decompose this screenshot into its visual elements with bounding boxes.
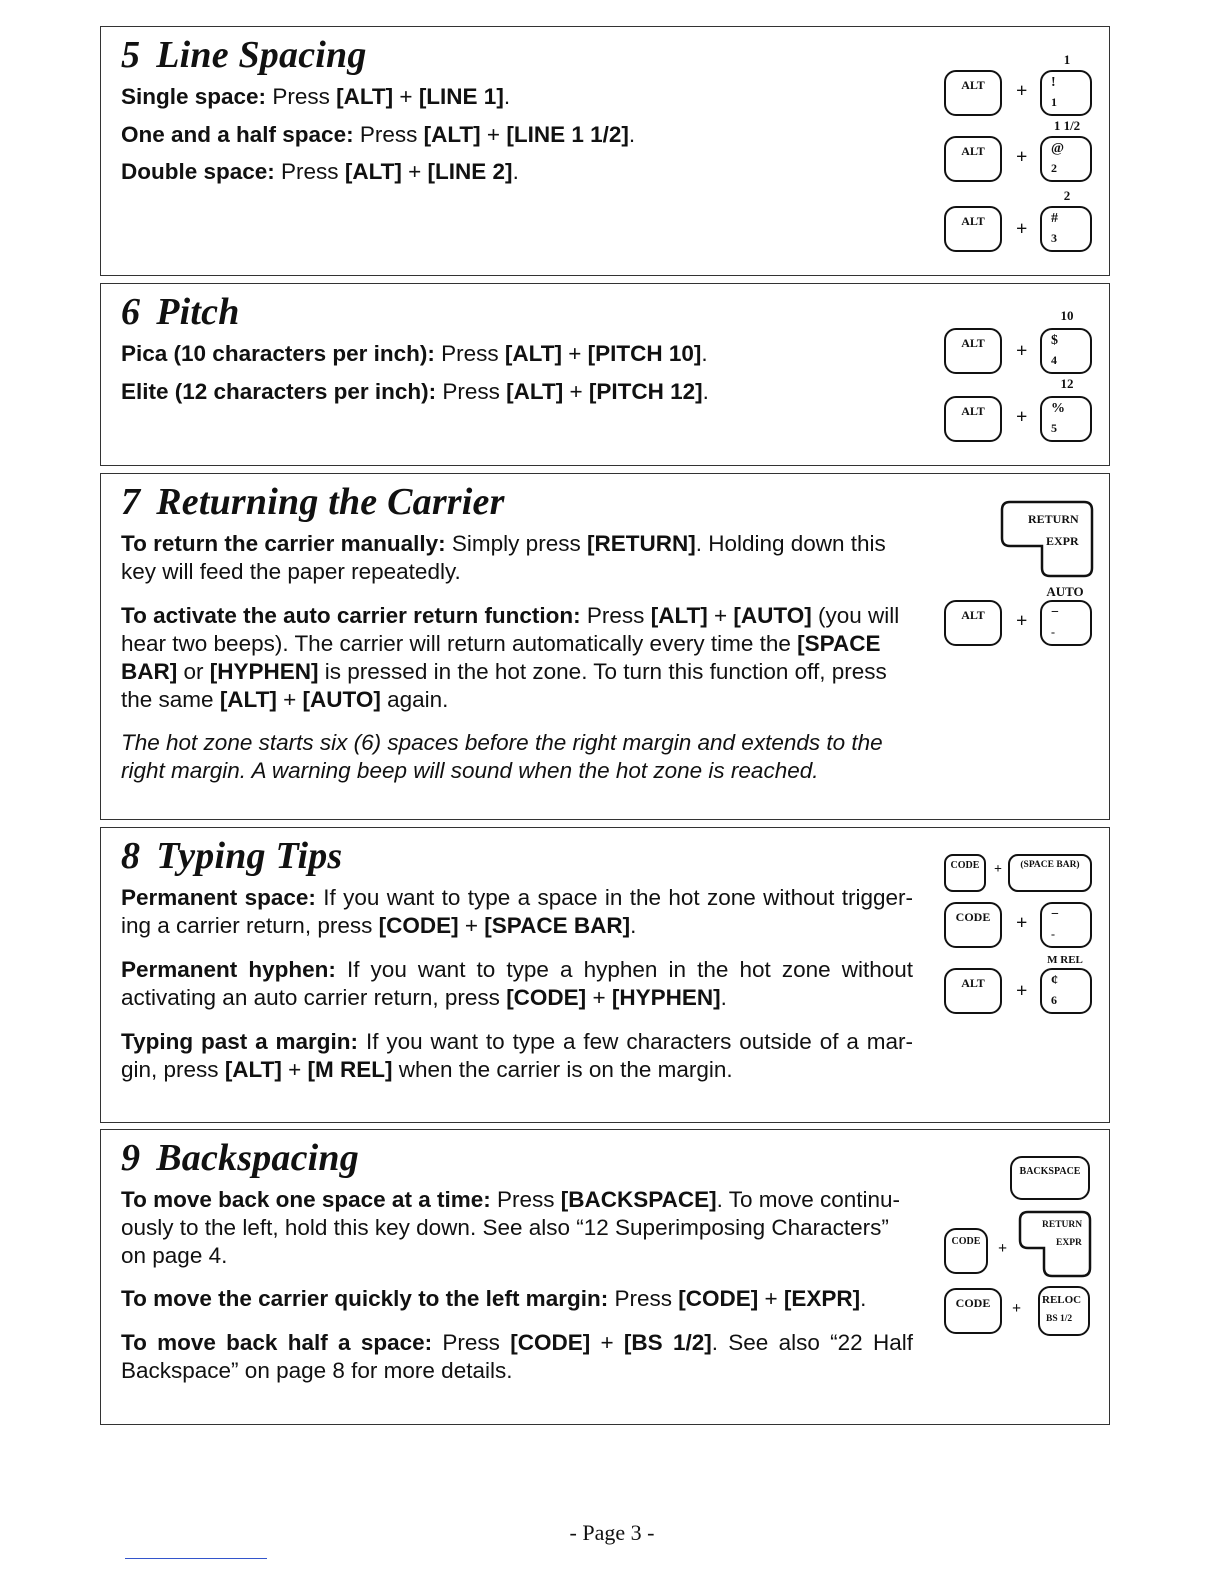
plus-icon: + xyxy=(998,1240,1008,1257)
plus-icon: + xyxy=(1016,80,1028,102)
code-key-icon: CODE xyxy=(944,902,1002,948)
backspacing-key-diagram xyxy=(940,1152,1100,1342)
pitch-10-key-icon: $ 4 xyxy=(1040,328,1092,374)
section-title: 8 Typing Tips xyxy=(121,835,343,877)
return-key-icon: RETURN EXPR xyxy=(1000,500,1094,578)
auto-key-icon: − - xyxy=(1040,600,1092,646)
key-caption: 10 xyxy=(1060,308,1074,323)
code-key-icon: CODE xyxy=(944,854,986,892)
plus-icon: + xyxy=(1016,146,1028,168)
page-number: - Page 3 - xyxy=(569,1520,655,1545)
key-caption: M REL xyxy=(1047,954,1083,966)
code-key-icon: CODE xyxy=(944,1288,1002,1334)
paragraph-single-space: Single space: Press [ALT] + [LINE 1]. xyxy=(121,84,511,109)
key-caption: 1 xyxy=(1063,52,1071,67)
pitch-12-key-icon: % 5 xyxy=(1040,396,1092,442)
code-key-icon: CODE xyxy=(944,1228,988,1274)
key-caption: 1 1/2 xyxy=(1053,118,1081,133)
alt-key-icon: ALT xyxy=(944,328,1002,374)
return-expr-key-icon: RETURN EXPR xyxy=(1018,1210,1092,1278)
key-caption: 12 xyxy=(1060,376,1074,391)
plus-icon: + xyxy=(1016,340,1028,362)
paragraph-back-one-space: To move back one space at a time: Press [BACKSPACE]. To move continu-ously to the left, hold this key down. See also “12 Superimposing Characters” on page 4. xyxy=(121,1187,901,1268)
pitch-key-diagram xyxy=(940,306,1100,456)
paragraph-return-manually: To return the carrier manually: Simply press [RETURN]. Holding down this key will feed the paper repeatedly. xyxy=(121,531,886,584)
paragraph-typing-past-margin: Typing past a margin: If you want to type a few characters outside of a mar-gin, press [ALT] + [M REL] when the carrier is on the margin. xyxy=(121,1029,914,1082)
line-1-1-2-key-icon: @ 2 xyxy=(1040,136,1092,182)
line-2-key-icon: # 3 xyxy=(1040,206,1092,252)
paragraph-hot-zone-note: The hot zone starts six (6) spaces before the right margin and extends to the right margin. A warning beep will sound when the hot zone is reached. xyxy=(121,730,883,783)
alt-key-icon: ALT xyxy=(944,136,1002,182)
reloc-bs-key-icon: RELOC BS 1/2 xyxy=(1038,1286,1090,1336)
alt-key-icon: ALT xyxy=(944,600,1002,646)
paragraph-pica: Pica (10 characters per inch): Press [ALT] + [PITCH 10]. xyxy=(121,341,708,366)
plus-icon: + xyxy=(1016,218,1028,240)
typing-tips-key-diagram xyxy=(940,850,1100,1020)
paragraph-permanent-space: Permanent space: If you want to type a space in the hot zone without trigger-ing a carrier return, press [CODE] + [SPACE BAR]. xyxy=(121,885,913,938)
alt-key-icon: ALT xyxy=(944,70,1002,116)
paragraph-left-margin: To move the carrier quickly to the left margin: Press [CODE] + [EXPR]. xyxy=(121,1286,867,1311)
m-rel-key-icon: ¢ 6 xyxy=(1040,968,1092,1014)
key-caption: AUTO xyxy=(1046,584,1084,599)
space-bar-key-icon: (SPACE BAR) xyxy=(1008,854,1092,892)
paragraph-auto-return: To activate the auto carrier return function: Press [ALT] + [AUTO] (you will hear two beeps). The carrier will return automatically every time the [SPACE BAR] or [HYPHEN] is pressed in the hot zone. To turn this function off, press the same [ALT] + [AUTO] again. xyxy=(121,603,900,712)
paragraph-elite: Elite (12 characters per inch): Press [ALT] + [PITCH 12]. xyxy=(121,379,709,404)
plus-icon: + xyxy=(1016,406,1028,428)
paragraph-one-half-space: One and a half space: Press [ALT] + [LINE 1 1/2]. xyxy=(121,122,636,147)
alt-key-icon: ALT xyxy=(944,206,1002,252)
plus-icon: + xyxy=(1016,980,1028,1002)
paragraph-double-space: Double space: Press [ALT] + [LINE 2]. xyxy=(121,159,519,184)
plus-icon: + xyxy=(994,862,1002,877)
alt-key-icon: ALT xyxy=(944,968,1002,1014)
backspace-key-icon: BACKSPACE xyxy=(1010,1156,1090,1200)
section-title: 6 Pitch xyxy=(121,291,240,333)
footer-divider xyxy=(125,1558,267,1559)
plus-icon: + xyxy=(1016,912,1028,934)
paragraph-permanent-hyphen: Permanent hyphen: If you want to type a hyphen in the hot zone without activating an auto carrier return, press [CODE] + [HYPHEN]. xyxy=(121,957,913,1010)
key-caption: 2 xyxy=(1063,188,1071,203)
hyphen-key-icon: − - xyxy=(1040,902,1092,948)
returning-carrier-key-diagram xyxy=(940,496,1100,656)
paragraph-half-space: To move back half a space: Press [CODE] + [BS 1/2]. See also “22 Half Backspace” on page 8 for more details. xyxy=(121,1330,913,1383)
alt-key-icon: ALT xyxy=(944,396,1002,442)
line-spacing-key-diagram xyxy=(940,48,1100,268)
section-title: 7 Returning the Carrier xyxy=(121,481,505,523)
section-title: 9 Backspacing xyxy=(121,1137,359,1179)
plus-icon: + xyxy=(1016,610,1028,632)
section-title: 5 Line Spacing xyxy=(121,34,367,76)
plus-icon: + xyxy=(1012,1300,1022,1317)
line-1-key-icon: ! 1 xyxy=(1040,70,1092,116)
